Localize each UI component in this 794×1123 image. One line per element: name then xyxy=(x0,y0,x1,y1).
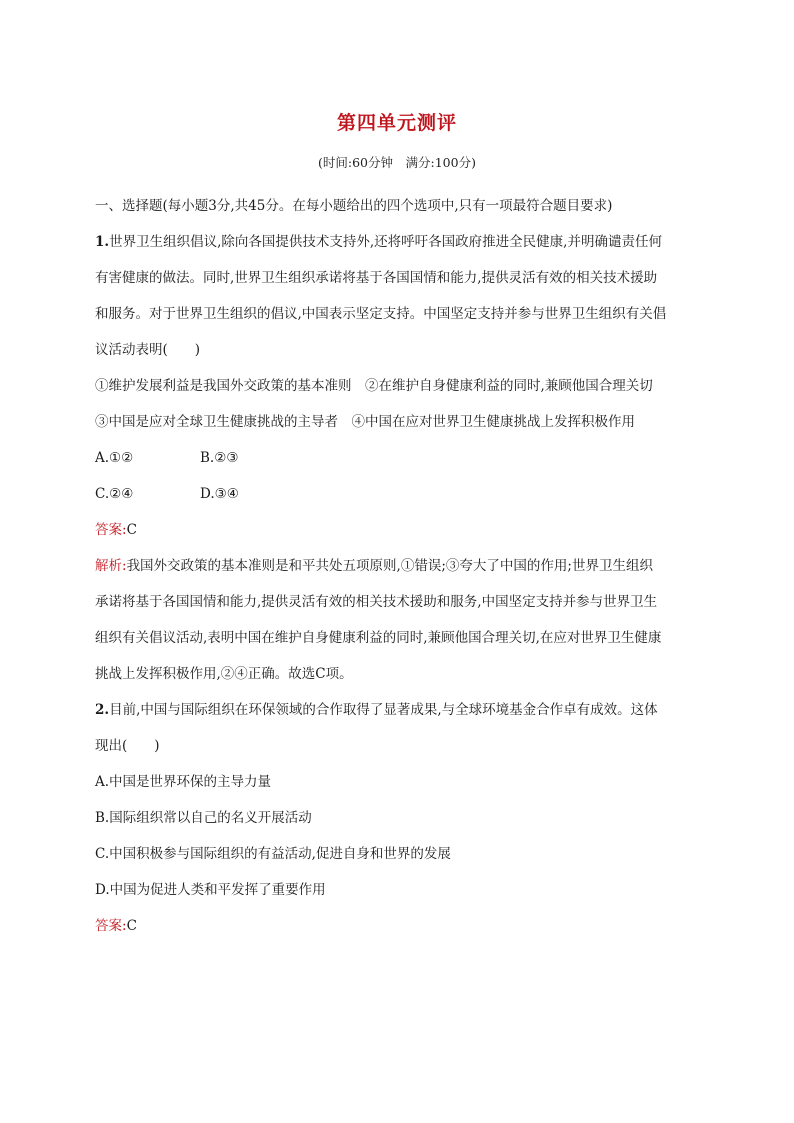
answer-line xyxy=(95,908,705,944)
analysis-line: 承诺将基于各国国情和能力,提供灵活有效的相关技术援助和服务,中国坚定支持并参与世界卫生 xyxy=(95,594,658,610)
question-1 xyxy=(95,224,705,692)
statement-line: ①维护发展利益是我国外交政策的基本准则 ②在维护自身健康利益的同时,兼顾他国合理关切 xyxy=(95,378,653,394)
option-a: A.①② xyxy=(95,450,134,466)
analysis-line: 挑战上发挥积极作用,②④正确。故选C项。 xyxy=(95,666,353,682)
answer-value: C xyxy=(126,522,137,538)
answer-label: 答案: xyxy=(95,522,127,538)
answer-line xyxy=(95,512,705,548)
question-stem-line: 有害健康的做法。同时,世界卫生组织承诺将基于各国国情和能力,提供灵活有效的相关技术援助 xyxy=(95,270,658,286)
analysis-label: 解析: xyxy=(95,558,127,574)
answer-label: 答案: xyxy=(95,918,127,934)
option-c: C.中国积极参与国际组织的有益活动,促进自身和世界的发展 xyxy=(95,846,451,862)
option-b: B.②③ xyxy=(200,450,239,466)
question-stem-line: 1.世界卫生组织倡议,除向各国提供技术支持外,还将呼吁各国政府推进全民健康,并明确谴责任何 xyxy=(95,234,662,250)
question-2 xyxy=(95,692,705,944)
question-stem-line: 2.目前,中国与国际组织在环保领域的合作取得了显著成果,与全球环境基金合作卓有成效。这体 xyxy=(95,702,658,718)
option-row xyxy=(95,440,705,476)
question-number: 2. xyxy=(95,702,110,718)
analysis-line: 组织有关倡议活动,表明中国在维护自身健康利益的同时,兼顾他国合理关切,在应对世界卫生健康 xyxy=(95,630,662,646)
question-stem-line: 现出( ) xyxy=(95,738,160,754)
option-d: D.③④ xyxy=(200,486,239,502)
option-b: B.国际组织常以自己的名义开展活动 xyxy=(95,810,312,826)
analysis-line: 解析:我国外交政策的基本准则是和平共处五项原则,①错误;③夸大了中国的作用;世界卫生组织 xyxy=(95,558,653,574)
option-row xyxy=(95,476,705,512)
section-heading: 一、选择题(每小题3分,共45分。在每小题给出的四个选项中,只有一项最符合题目要求) xyxy=(95,198,613,214)
question-number: 1. xyxy=(95,234,110,250)
answer-value: C xyxy=(126,918,137,934)
page-title: 第四单元测评 xyxy=(336,112,457,134)
option-d: D.中国为促进人类和平发挥了重要作用 xyxy=(95,882,326,898)
option-c: C.②④ xyxy=(95,486,134,502)
document-body xyxy=(95,188,705,944)
question-stem-line: 议活动表明( ) xyxy=(95,342,201,358)
statement-line: ③中国是应对全球卫生健康挑战的主导者 ④中国在应对世界卫生健康挑战上发挥积极作用 xyxy=(95,414,635,430)
option-a: A.中国是世界环保的主导力量 xyxy=(95,774,272,790)
exam-info: (时间:60分钟 满分:100分) xyxy=(318,155,476,170)
question-stem-line: 和服务。对于世界卫生组织的倡议,中国表示坚定支持。中国坚定支持并参与世界卫生组织有关倡 xyxy=(95,306,667,322)
